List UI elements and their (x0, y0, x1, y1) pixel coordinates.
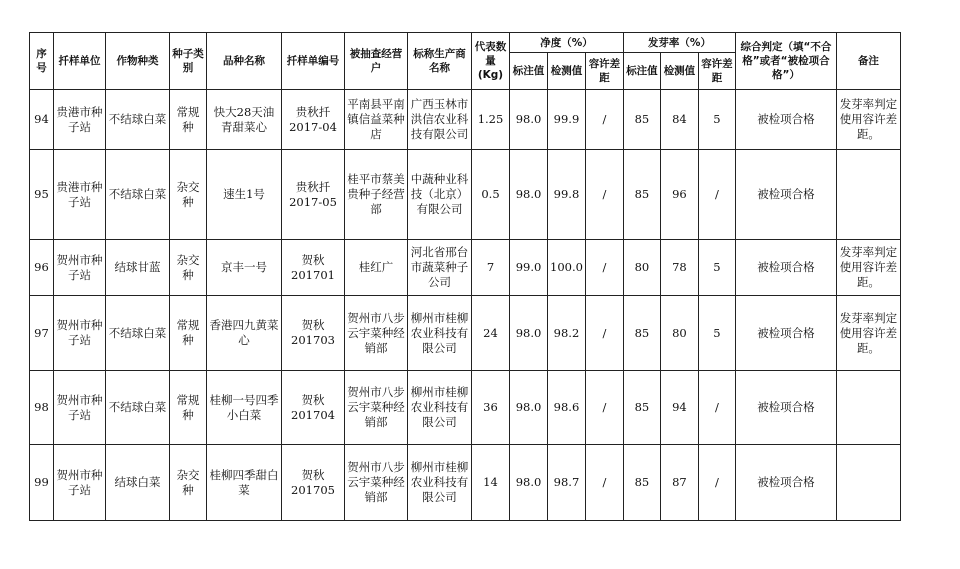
cell-sample-no: 贺秋201703 (282, 296, 345, 371)
cell-purity-tolerance: / (585, 371, 623, 445)
cell-sample-no: 贺秋201701 (282, 240, 345, 296)
cell-purity-labeled: 99.0 (510, 240, 548, 296)
cell-variety: 京丰一号 (207, 240, 282, 296)
cell-germ-tolerance: / (698, 150, 735, 240)
cell-unit: 贵港市种子站 (54, 150, 106, 240)
cell-seq: 95 (30, 150, 54, 240)
cell-verdict: 被检项合格 (735, 240, 836, 296)
cell-purity-tolerance: / (585, 296, 623, 371)
cell-purity-measured: 99.9 (548, 90, 586, 150)
col-header-verdict: 综合判定（填“不合格”或者“被检项合格”） (735, 33, 836, 90)
cell-sample-no: 贵秋扦2017-05 (282, 150, 345, 240)
cell-purity-tolerance: / (585, 90, 623, 150)
table-row (30, 240, 901, 296)
cell-variety: 桂柳四季甜白菜 (207, 445, 282, 521)
cell-dealer: 贺州市八步云宇菜种经销部 (345, 371, 408, 445)
cell-germ-labeled: 85 (623, 150, 660, 240)
cell-remark (836, 445, 900, 521)
table-row (30, 371, 901, 445)
col-header-sample-no: 扦样单编号 (282, 33, 345, 90)
cell-seed-type: 杂交种 (170, 445, 207, 521)
cell-unit: 贺州市种子站 (54, 445, 106, 521)
cell-unit: 贺州市种子站 (54, 240, 106, 296)
col-header-qty: 代表数量(Kg) (472, 33, 510, 90)
cell-purity-tolerance: / (585, 150, 623, 240)
cell-producer: 广西玉林市洪信农业科技有限公司 (408, 90, 472, 150)
cell-purity-labeled: 98.0 (510, 90, 548, 150)
table-row (30, 90, 901, 150)
header-row-top (30, 33, 901, 53)
cell-sample-no: 贵秋扦2017-04 (282, 90, 345, 150)
cell-seed-type: 常规种 (170, 371, 207, 445)
subheader-germ-tolerance: 容许差距 (698, 53, 735, 90)
cell-producer: 柳州市桂柳农业科技有限公司 (408, 296, 472, 371)
cell-variety: 快大28天油青甜菜心 (207, 90, 282, 150)
cell-seq: 96 (30, 240, 54, 296)
cell-verdict: 被检项合格 (735, 445, 836, 521)
cell-crop: 不结球白菜 (106, 296, 170, 371)
cell-crop: 不结球白菜 (106, 150, 170, 240)
cell-seed-type: 常规种 (170, 90, 207, 150)
cell-verdict: 被检项合格 (735, 150, 836, 240)
cell-qty: 36 (472, 371, 510, 445)
col-header-germination: 发芽率（%） (623, 33, 735, 53)
table-row (30, 296, 901, 371)
cell-producer: 柳州市桂柳农业科技有限公司 (408, 445, 472, 521)
cell-seed-type: 常规种 (170, 296, 207, 371)
cell-purity-measured: 98.6 (548, 371, 586, 445)
col-header-seed-type: 种子类别 (170, 33, 207, 90)
cell-seq: 94 (30, 90, 54, 150)
cell-crop: 结球白菜 (106, 445, 170, 521)
cell-purity-labeled: 98.0 (510, 296, 548, 371)
cell-producer: 柳州市桂柳农业科技有限公司 (408, 371, 472, 445)
subheader-purity-labeled: 标注值 (510, 53, 548, 90)
cell-purity-tolerance: / (585, 445, 623, 521)
cell-sample-no: 贺秋201704 (282, 371, 345, 445)
cell-remark (836, 371, 900, 445)
cell-germ-tolerance: 5 (698, 90, 735, 150)
col-header-seq: 序号 (30, 33, 54, 90)
col-header-unit: 扦样单位 (54, 33, 106, 90)
inspection-results-table (29, 32, 901, 521)
cell-dealer: 平南县平南镇信益菜种店 (345, 90, 408, 150)
cell-crop: 不结球白菜 (106, 90, 170, 150)
cell-remark (836, 150, 900, 240)
cell-germ-tolerance: / (698, 445, 735, 521)
cell-verdict: 被检项合格 (735, 90, 836, 150)
cell-germ-measured: 84 (660, 90, 698, 150)
cell-qty: 1.25 (472, 90, 510, 150)
cell-purity-tolerance: / (585, 240, 623, 296)
cell-unit: 贺州市种子站 (54, 296, 106, 371)
cell-germ-tolerance: / (698, 371, 735, 445)
cell-variety: 桂柳一号四季小白菜 (207, 371, 282, 445)
cell-dealer: 贺州市八步云宇菜种经销部 (345, 296, 408, 371)
cell-germ-tolerance: 5 (698, 240, 735, 296)
cell-seed-type: 杂交种 (170, 240, 207, 296)
cell-qty: 0.5 (472, 150, 510, 240)
cell-seq: 98 (30, 371, 54, 445)
cell-crop: 结球甘蓝 (106, 240, 170, 296)
cell-germ-labeled: 80 (623, 240, 660, 296)
cell-dealer: 贺州市八步云宇菜种经销部 (345, 445, 408, 521)
cell-purity-measured: 98.7 (548, 445, 586, 521)
subheader-germ-measured: 检测值 (660, 53, 698, 90)
cell-remark: 发芽率判定使用容许差距。 (836, 240, 900, 296)
cell-qty: 7 (472, 240, 510, 296)
cell-germ-tolerance: 5 (698, 296, 735, 371)
col-header-variety: 品种名称 (207, 33, 282, 90)
table-row (30, 445, 901, 521)
cell-verdict: 被检项合格 (735, 371, 836, 445)
cell-dealer: 桂平市蔡美贵种子经营部 (345, 150, 408, 240)
col-header-purity: 净度（%） (510, 33, 624, 53)
cell-purity-measured: 99.8 (548, 150, 586, 240)
cell-germ-labeled: 85 (623, 371, 660, 445)
cell-germ-measured: 80 (660, 296, 698, 371)
cell-seq: 99 (30, 445, 54, 521)
cell-unit: 贵港市种子站 (54, 90, 106, 150)
cell-purity-measured: 98.2 (548, 296, 586, 371)
cell-germ-labeled: 85 (623, 296, 660, 371)
cell-germ-measured: 94 (660, 371, 698, 445)
col-header-dealer: 被抽查经营户 (345, 33, 408, 90)
cell-purity-labeled: 98.0 (510, 150, 548, 240)
cell-variety: 香港四九黄菜心 (207, 296, 282, 371)
cell-remark: 发芽率判定使用容许差距。 (836, 296, 900, 371)
cell-germ-labeled: 85 (623, 90, 660, 150)
table-row (30, 150, 901, 240)
cell-germ-measured: 96 (660, 150, 698, 240)
cell-germ-measured: 87 (660, 445, 698, 521)
col-header-crop: 作物种类 (106, 33, 170, 90)
cell-producer: 河北省邢台市蔬菜种子公司 (408, 240, 472, 296)
col-header-producer: 标称生产商名称 (408, 33, 472, 90)
cell-unit: 贺州市种子站 (54, 371, 106, 445)
cell-seq: 97 (30, 296, 54, 371)
cell-dealer: 桂红广 (345, 240, 408, 296)
subheader-germ-labeled: 标注值 (623, 53, 660, 90)
cell-crop: 不结球白菜 (106, 371, 170, 445)
cell-purity-labeled: 98.0 (510, 445, 548, 521)
subheader-purity-measured: 检测值 (548, 53, 586, 90)
table-body (30, 90, 901, 521)
cell-germ-measured: 78 (660, 240, 698, 296)
cell-seed-type: 杂交种 (170, 150, 207, 240)
cell-remark: 发芽率判定使用容许差距。 (836, 90, 900, 150)
cell-purity-measured: 100.0 (548, 240, 586, 296)
col-header-remark: 备注 (836, 33, 900, 90)
cell-germ-labeled: 85 (623, 445, 660, 521)
cell-verdict: 被检项合格 (735, 296, 836, 371)
cell-producer: 中蔬种业科技（北京）有限公司 (408, 150, 472, 240)
cell-qty: 24 (472, 296, 510, 371)
subheader-purity-tolerance: 容许差距 (585, 53, 623, 90)
cell-sample-no: 贺秋201705 (282, 445, 345, 521)
cell-qty: 14 (472, 445, 510, 521)
cell-variety: 速生1号 (207, 150, 282, 240)
cell-purity-labeled: 98.0 (510, 371, 548, 445)
